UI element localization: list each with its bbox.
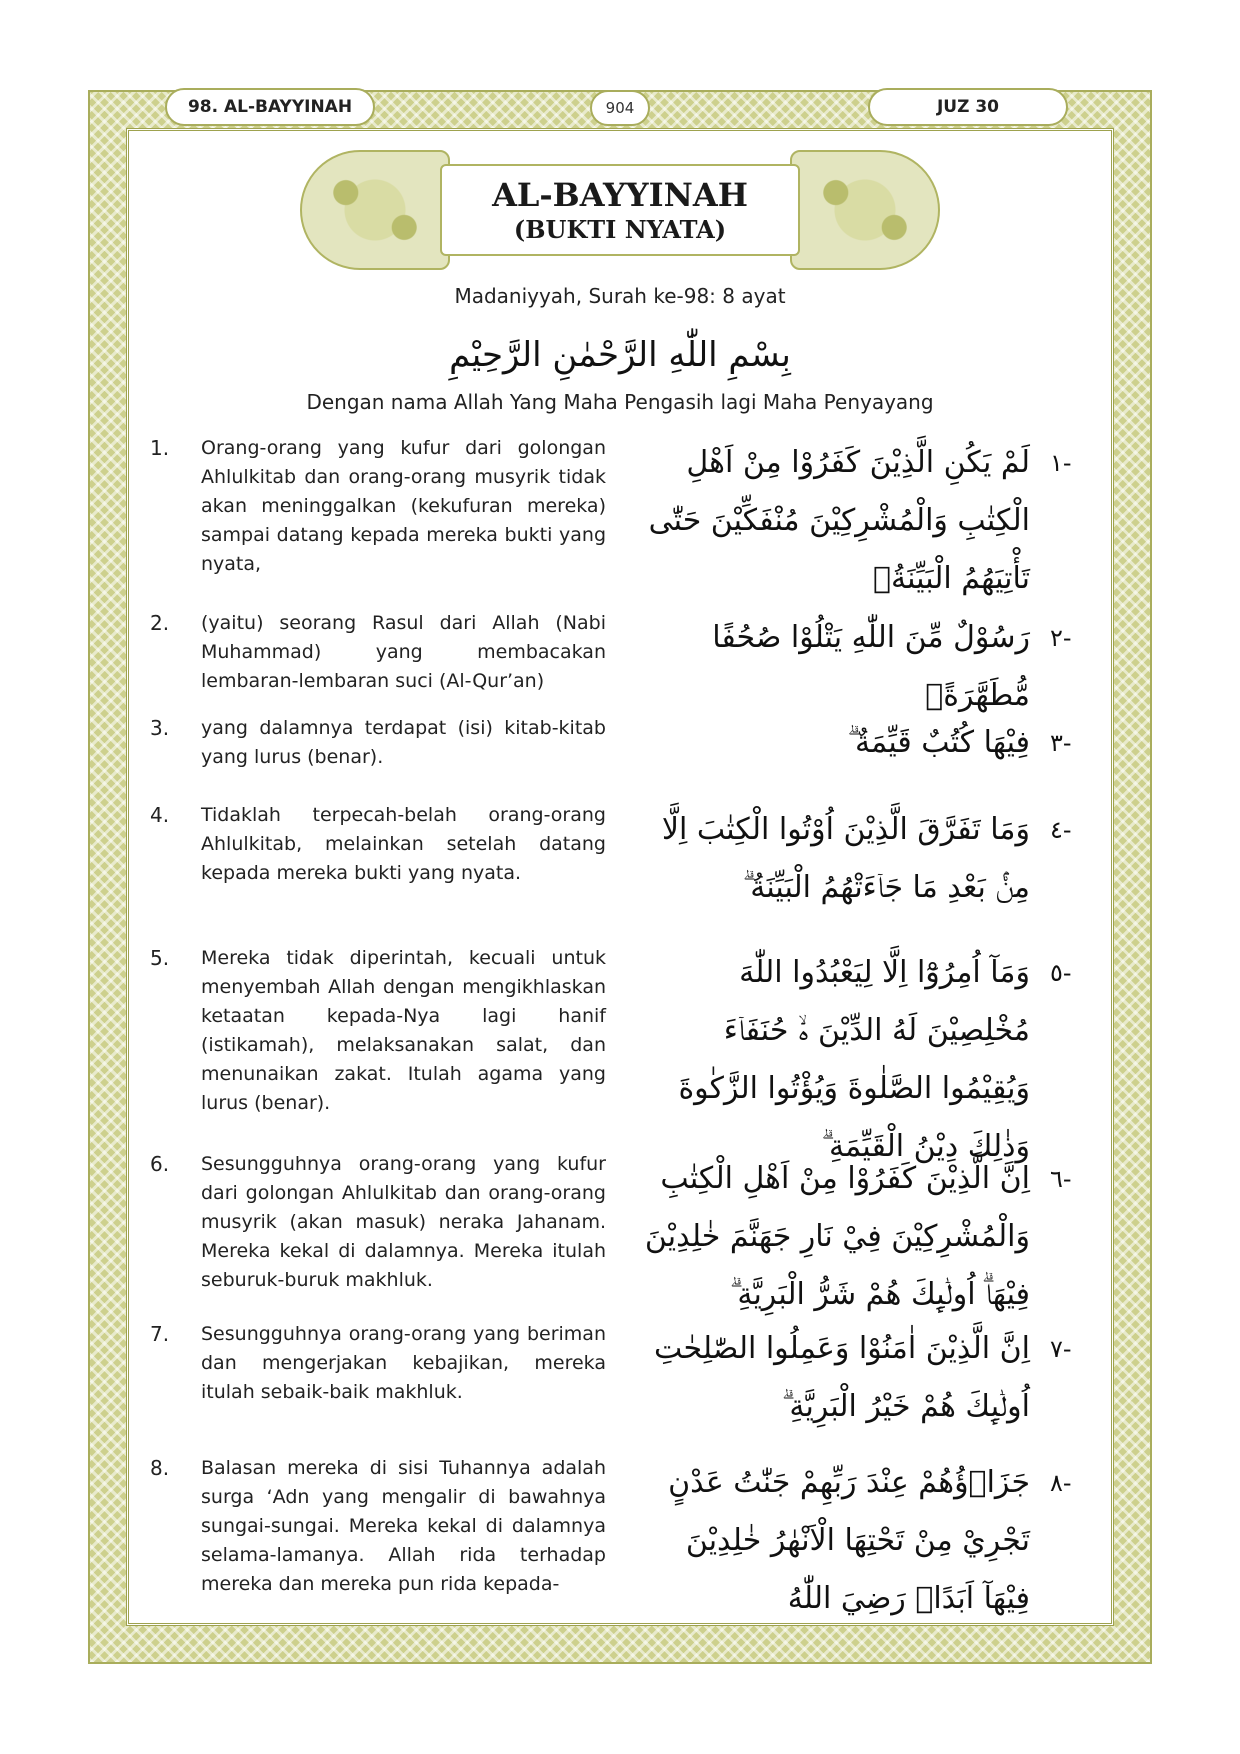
verse-arabic-number: -٧	[1050, 1335, 1072, 1363]
verse-arabic-number: -٥	[1050, 959, 1072, 987]
verse-translation: Sesungguhnya orang-orang yang beriman dan mengerjakan kebajikan, mereka itulah sebaik-baik makhluk.	[201, 1323, 606, 1403]
juz-label: JUZ 30	[868, 88, 1068, 126]
verse-arabic-number: -٣	[1050, 729, 1072, 757]
right-ornament	[790, 150, 940, 270]
basmalah-translation: Dengan nama Allah Yang Maha Pengasih lagi Maha Penyayang	[306, 390, 934, 414]
verse-arabic: رَسُوْلٌ مِّنَ اللّٰهِ يَتْلُوْا صُحُفًا مُّطَهَّرَةًۙ	[712, 620, 1030, 713]
verse-number: 5.	[150, 946, 170, 970]
verse-arabic: وَمَآ اُمِرُوْٓا اِلَّا لِيَعْبُدُوا اللّٰهَ مُخْلِصِيْنَ لَهُ الدِّيْنَ ەۙ حُنَفَاۤءَ وَيُقِيْمُوا الصَّلٰوةَ وَيُؤْتُوا الزَّكٰوةَ وَذٰلِكَ دِيْنُ الْقَيِّمَةِ ۗ	[678, 955, 1030, 1164]
verse-arabic-number: -٢	[1050, 624, 1072, 652]
basmalah: بِسْمِ اللّٰهِ الرَّحْمٰنِ الرَّحِيْمِ	[449, 335, 791, 375]
verse-arabic: اِنَّ الَّذِيْنَ كَفَرُوْا مِنْ اَهْلِ الْكِتٰبِ وَالْمُشْرِكِيْنَ فِيْ نَارِ جَهَنَّمَ خٰلِدِيْنَ فِيْهَاۗ اُولٰۤىِٕكَ هُمْ شَرُّ الْبَرِيَّةِ ۗ	[644, 1161, 1030, 1312]
verse-translation: Balasan mereka di sisi Tuhannya adalah surga ‘Adn yang mengalir di bawahnya sungai-sungai. Mereka kekal di dalamnya selama-lamanya. Allah rida terhadap mereka dan mereka pun rida kepada-	[201, 1457, 606, 1595]
left-ornament	[300, 150, 450, 270]
verse-translation: Mereka tidak diperintah, kecuali untuk menyembah Allah dengan mengikhlaskan ketaatan kepada-Nya lagi hanif (istikamah), melaksanakan salat, dan menunaikan zakat. Itulah agama yang lurus (benar).	[201, 947, 606, 1114]
verse-translation: Orang-orang yang kufur dari golongan Ahlulkitab dan orang-orang musyrik tidak akan meninggalkan (kekufuran mereka) sampai datang kepada mereka bukti yang nyata,	[201, 437, 606, 575]
title-banner	[300, 150, 940, 270]
verse-number: 3.	[150, 716, 170, 740]
surah-title: AL-BAYYINAH	[492, 176, 748, 214]
verse-number: 8.	[150, 1456, 170, 1480]
verse-translation: yang dalamnya terdapat (isi) kitab-kitab yang lurus (benar).	[201, 717, 606, 768]
verse-translation: Sesungguhnya orang-orang yang kufur dari golongan Ahlulkitab dan orang-orang musyrik (akan masuk) neraka Jahanam. Mereka kekal di dalamnya. Mereka itulah seburuk-buruk makhluk.	[201, 1153, 606, 1291]
surah-label: 98. AL-BAYYINAH	[165, 88, 375, 126]
verse-arabic: وَمَا تَفَرَّقَ الَّذِيْنَ اُوْتُوا الْكِتٰبَ اِلَّا مِنْۢ بَعْدِ مَا جَاۤءَتْهُمُ الْبَيِّنَةُ ۗ	[661, 812, 1030, 905]
surah-info: Madaniyyah, Surah ke-98: 8 ayat	[454, 284, 786, 308]
verse-translation: Tidaklah terpecah-belah orang-orang Ahlulkitab, melainkan setelah datang kepada mereka bukti yang nyata.	[201, 804, 606, 884]
verse-arabic: لَمْ يَكُنِ الَّذِيْنَ كَفَرُوْا مِنْ اَهْلِ الْكِتٰبِ وَالْمُشْرِكِيْنَ مُنْفَكِّيْنَ حَتّٰى تَأْتِيَهُمُ الْبَيِّنَةُۙ	[648, 445, 1030, 596]
title-box	[440, 164, 800, 256]
surah-subtitle: (BUKTI NYATA)	[513, 215, 727, 244]
verse-number: 4.	[150, 803, 170, 827]
verse-arabic-number: -٤	[1050, 816, 1072, 844]
verse-arabic: فِيْهَا كُتُبٌ قَيِّمَةٌ ۗ	[847, 725, 1030, 760]
verse-number: 6.	[150, 1152, 170, 1176]
page-number: 904	[590, 90, 650, 126]
verse-arabic: جَزَاۤؤُهُمْ عِنْدَ رَبِّهِمْ جَنّٰتُ عَدْنٍ تَجْرِيْ مِنْ تَحْتِهَا الْاَنْهٰرُ خٰلِدِيْنَ فِيْهَآ اَبَدًاۗ رَضِيَ اللّٰهُ	[668, 1465, 1030, 1616]
verse-translation: (yaitu) seorang Rasul dari Allah (Nabi Muhammad) yang membacakan lembaran-lembaran suci (Al-Qur’an)	[201, 612, 606, 692]
verse-arabic-number: -٦	[1050, 1165, 1072, 1193]
verse-number: 1.	[150, 436, 170, 460]
verse-arabic-number: -١	[1050, 449, 1072, 477]
verse-arabic-number: -٨	[1050, 1469, 1072, 1497]
verse-arabic: اِنَّ الَّذِيْنَ اٰمَنُوْا وَعَمِلُوا الصّٰلِحٰتِ اُولٰۤىِٕكَ هُمْ خَيْرُ الْبَرِيَّةِ ۗ	[654, 1331, 1030, 1424]
verse-number: 2.	[150, 611, 170, 635]
verse-number: 7.	[150, 1322, 170, 1346]
